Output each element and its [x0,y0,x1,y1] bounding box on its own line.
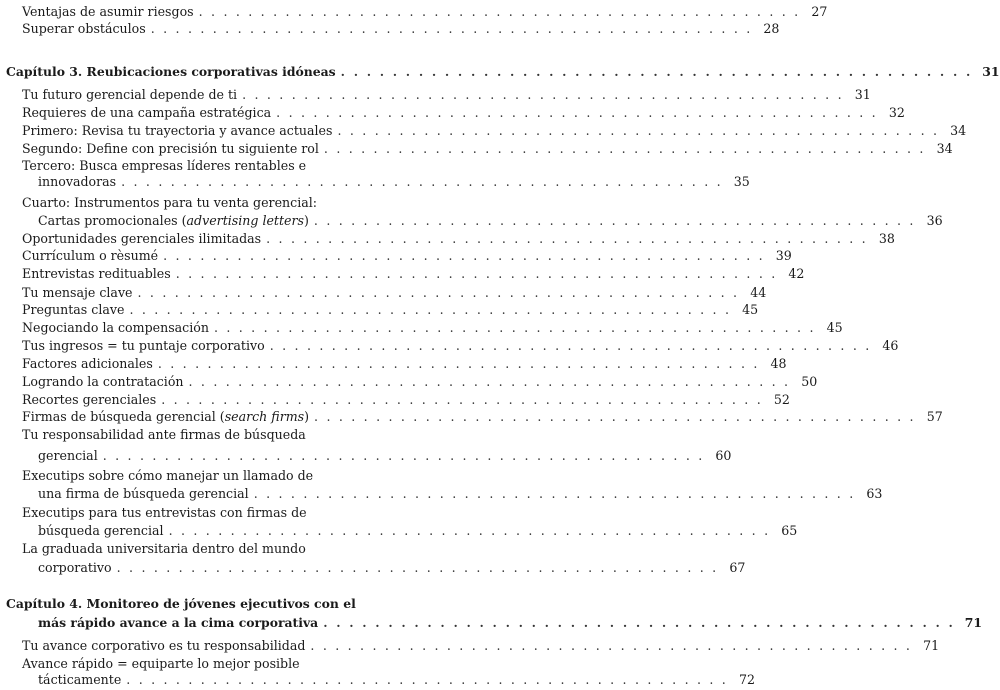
page-number: 50 [801,374,818,389]
dot-leader: . . . . . . . . . . . . . . . . . . . . . . . . . . . . . . . . . . . . . . . . . . . . . . . . . [276,105,878,120]
dot-leader: . . . . . . . . . . . . . . . . . . . . . . . . . . . . . . . . . . . . . . . . . . . . . . . . . [337,123,940,138]
entry-title: Recortes gerenciales [22,392,157,407]
toc-entry [0,85,871,105]
toc-entry [0,558,746,578]
toc-entry [0,670,756,690]
dot-leader: . . . . . . . . . . . . . . . . . . . . . . . . . . . . . . . . . . . . . . . . . . . . . . . . . [198,4,801,19]
entry-title: Negociando la compensación [22,320,209,335]
entry-title: Tu responsabilidad ante firmas de búsqueda [22,427,306,442]
dot-leader: . . . . . . . . . . . . . . . . . . . . . . . . . . . . . . . . . . . . . . . . . . . . . . . . . [126,672,729,687]
page-number: 31 [982,64,1000,79]
entry-title: Currículum o rèsumé [22,248,159,263]
page-number: 27 [811,4,828,19]
page-number: 46 [882,338,899,353]
entry-title: Requieres de una campaña estratégica [22,105,272,120]
entry-title: más rápido avance a la cima corporativa [38,615,319,630]
entry-title: Capítulo 3. Reubicaciones corporativas idóneas [6,64,336,79]
toc-entry [0,446,732,466]
entry-title: Primero: Revisa tu trayectoria y avance actuales [22,123,333,138]
dot-leader: . . . . . . . . . . . . . . . . . . . . . . . . . . . . . . . . . . . . . . . . . . . . . . . . . [157,356,760,371]
dot-leader: . . . . . . . . . . . . . . . . . . . . . . . . . . . . . . . . . . . . . . . . . . . . . . . . . [116,560,719,575]
dot-leader: . . . . . . . . . . . . . . . . . . . . . . . . . . . . . . . . . . . . . . . . . . . . . . . . . [137,285,740,300]
page-number: 34 [950,123,967,138]
entry-title: Logrando la contratación [22,374,184,389]
entry-title: Tu futuro gerencial depende de ti [22,87,238,102]
page-number: 28 [763,21,780,36]
page-number: 39 [775,248,792,263]
entry-title: Cartas promocionales (advertising letters) [38,213,309,228]
page-number: 35 [733,174,750,189]
toc-entry [0,354,787,374]
toc-entry [0,466,416,486]
page-number: 32 [888,105,905,120]
page-number: 42 [788,266,805,281]
entry-title: La graduada universitaria dentro del mundo [22,541,306,556]
entry-title: Segundo: Define con precisión tu siguiente rol [22,141,319,156]
dot-leader: . . . . . . . . . . . . . . . . . . . . . . . . . . . . . . . . . . . . . . . . . . . . . . . . . [313,213,916,228]
entry-title: Executips para tus entrevistas con firmas de [22,505,307,520]
toc-entry [0,264,805,284]
entry-title: Tus ingresos = tu puntaje corporativo [22,338,265,353]
entry-title: Ventajas de asumir riesgos [22,4,194,19]
entry-title: Cuarto: Instrumentos para tu venta gerencial: [22,195,318,210]
dot-leader: . . . . . . . . . . . . . . . . . . . . . . . . . . . . . . . . . . . . . . . . . . . . . . . . . [323,141,926,156]
page-number: 44 [750,285,767,300]
dot-leader: . . . . . . . . . . . . . . . . . . . . . . . . . . . . . . . . . . . . . . . . . . . . . . . . . [168,523,771,538]
entry-title: tácticamente [38,672,122,687]
toc-entry [0,372,818,392]
dot-leader: . . . . . . . . . . . . . . . . . . . . . . . . . . . . . . . . . . . . . . . . . . . . . . . . . [102,448,705,463]
toc-entry [0,407,943,427]
page-number: 36 [926,213,943,228]
entry-title: Tu avance corporativo es tu responsabilidad [22,638,306,653]
dot-leader: . . . . . . . . . . . . . . . . . . . . . . . . . . . . . . . . . . . . . . . . . . . . . . . . . [129,302,732,317]
toc-entry [0,425,416,445]
entry-title-italic: advertising letters [186,213,304,228]
dot-leader: . . . . . . . . . . . . . . . . . . . . . . . . . . . . . . . . . . . . . . . . . . . . . . . . . [163,248,765,263]
dot-leader: . . . . . . . . . . . . . . . . . . . . . . . . . . . . . . . . . . . . . . . . . . . . . . . . . [340,64,973,79]
dot-leader: . . . . . . . . . . . . . . . . . . . . . . . . . . . . . . . . . . . . . . . . . . . . . . . . . [323,615,956,630]
toc-entry [0,172,750,192]
dot-leader: . . . . . . . . . . . . . . . . . . . . . . . . . . . . . . . . . . . . . . . . . . . . . . . . . [213,320,816,335]
toc-entry [0,103,905,123]
entry-title: Entrevistas redituables [22,266,171,281]
entry-title: Oportunidades gerenciales ilimitadas [22,231,262,246]
toc-entry [0,336,899,356]
dot-leader: . . . . . . . . . . . . . . . . . . . . . . . . . . . . . . . . . . . . . . . . . . . . . . . . . [121,174,723,189]
dot-leader: . . . . . . . . . . . . . . . . . . . . . . . . . . . . . . . . . . . . . . . . . . . . . . . . . [175,266,778,281]
toc-entry [0,503,416,523]
entry-title: gerencial [38,448,98,463]
page-number: 65 [781,523,798,538]
entry-title: una firma de búsqueda gerencial [38,486,249,501]
entry-title: Tercero: Busca empresas líderes rentables e [22,158,307,173]
page-number: 38 [878,231,895,246]
chapter-heading [0,613,983,633]
toc-entry [0,318,843,338]
dot-leader: . . . . . . . . . . . . . . . . . . . . . . . . . . . . . . . . . . . . . . . . . . . . . . . . . [269,338,872,353]
page-number: 45 [742,302,759,317]
page-number: 60 [715,448,732,463]
chapter-heading [0,62,1000,82]
dot-leader: . . . . . . . . . . . . . . . . . . . . . . . . . . . . . . . . . . . . . . . . . . . . . . . . . [310,638,913,653]
dot-leader: . . . . . . . . . . . . . . . . . . . . . . . . . . . . . . . . . . . . . . . . . . . . . . . . . [188,374,791,389]
page-number: 57 [926,409,943,424]
entry-title: Preguntas clave [22,302,125,317]
toc-entry [0,19,780,39]
toc-entry [0,539,416,559]
toc-entry [0,193,416,213]
page-number: 48 [770,356,787,371]
entry-title: Executips sobre cómo manejar un llamado de [22,468,314,483]
toc-entry [0,211,943,231]
page-number: 31 [854,87,871,102]
page-number: 34 [936,141,953,156]
page-number: 71 [923,638,940,653]
page-number: 72 [738,672,756,687]
entry-title: Firmas de búsqueda gerencial (search firms) [22,409,310,424]
dot-leader: . . . . . . . . . . . . . . . . . . . . . . . . . . . . . . . . . . . . . . . . . . . . . . . . . [161,392,763,407]
toc-entry [0,300,759,320]
dot-leader: . . . . . . . . . . . . . . . . . . . . . . . . . . . . . . . . . . . . . . . . . . . . . . . . . [242,87,844,102]
entry-title: Superar obstáculos [22,21,146,36]
toc-entry [0,636,940,656]
page-number: 71 [964,615,983,630]
entry-title: Tu mensaje clave [22,285,133,300]
entry-title: Factores adicionales [22,356,153,371]
toc-entry [0,121,967,141]
page-number: 52 [773,392,790,407]
chapter-heading [0,594,416,614]
entry-title: Capítulo 4. Monitoreo de jóvenes ejecutivos con el [6,596,356,611]
entry-title: búsqueda gerencial [38,523,164,538]
dot-leader: . . . . . . . . . . . . . . . . . . . . . . . . . . . . . . . . . . . . . . . . . . . . . . . . . [150,21,753,36]
dot-leader: . . . . . . . . . . . . . . . . . . . . . . . . . . . . . . . . . . . . . . . . . . . . . . . . . [253,486,856,501]
entry-title: innovadoras [38,174,117,189]
entry-title-italic: search firms [224,409,305,424]
entry-title: corporativo [38,560,112,575]
page-number: 67 [729,560,746,575]
entry-title: Avance rápido = equiparte lo mejor posible [22,656,300,671]
toc-entry [0,484,883,504]
toc-entry [0,521,798,541]
page-number: 63 [866,486,883,501]
dot-leader: . . . . . . . . . . . . . . . . . . . . . . . . . . . . . . . . . . . . . . . . . . . . . . . . . [314,409,916,424]
toc-entry [0,246,792,266]
dot-leader: . . . . . . . . . . . . . . . . . . . . . . . . . . . . . . . . . . . . . . . . . . . . . . . . . [266,231,868,246]
page-number: 45 [826,320,843,335]
